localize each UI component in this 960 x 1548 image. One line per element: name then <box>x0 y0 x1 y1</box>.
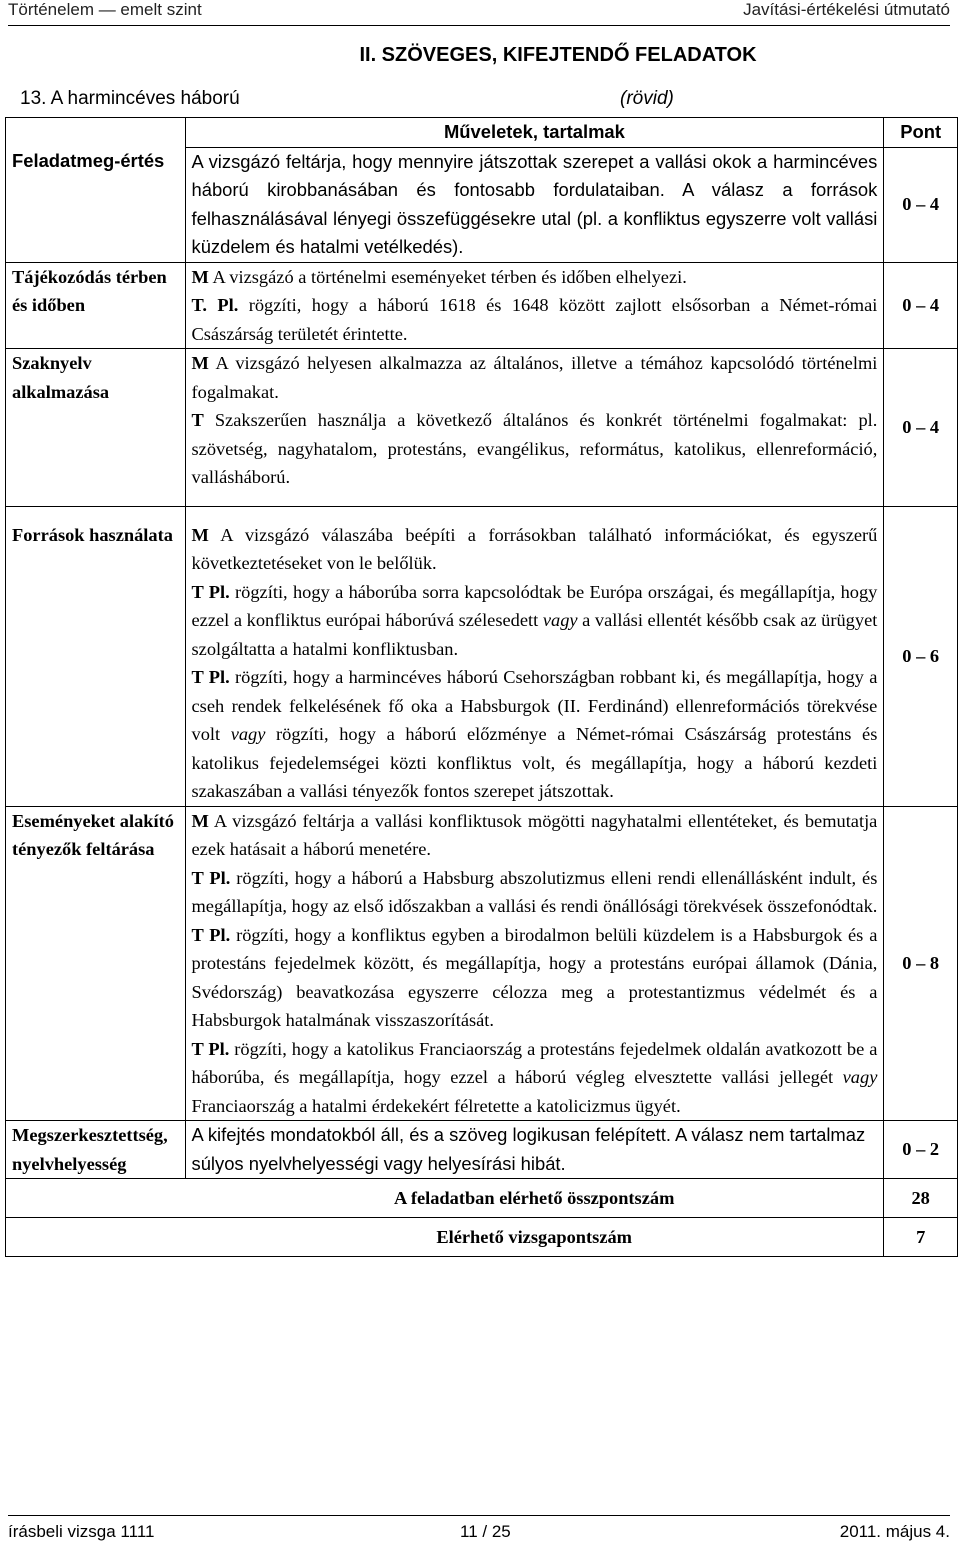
row-points: 0 – 4 <box>884 262 958 349</box>
table-row <box>6 506 958 806</box>
table-row <box>6 349 958 507</box>
total-row <box>6 1179 958 1218</box>
footer-exam-id: írásbeli vizsga 1111 <box>8 1522 155 1541</box>
page-header <box>8 0 950 24</box>
row-label: Szaknyelv alkalmazása <box>6 349 186 507</box>
column-header-points: Pont <box>884 118 958 148</box>
table-row <box>6 147 958 262</box>
section-title: II. SZÖVEGES, KIFEJTENDŐ FELADATOK <box>359 44 757 66</box>
table-row <box>6 1121 958 1179</box>
total-value: 28 <box>884 1179 958 1218</box>
row-points: 0 – 8 <box>884 806 958 1121</box>
row-content: M A vizsgázó válaszába beépíti a forrásokban található információkat, és egyszerű következtetéseket von le belőlük. T Pl. rögzíti, hogy a háborúba sorra kapcsolódtak be Európa országai, és megállapítja, hogy ezzel a konfliktus európai háborúvá szélesedett vagy a vallási ellentét később csak az ürügyet szolgáltatta a hatalmi konfliktusban. T Pl. rögzíti, hogy a harmincéves háború Csehországban robbant ki, és megállapítja, hogy a cseh rendek felkelésének fő oka a Habsburgok (II. Ferdinánd) ellenreformációs törekvése volt vagy rögzíti, hogy a háború előzménye a Német-római Császárság protestáns és katolikus fejedelemségei közti konfliktus volt, és megállapítja, hogy a háború kezdeti szakaszában a vallási tényezők fontos szerepet játszottak. <box>185 506 884 806</box>
row-points: 0 – 4 <box>884 349 958 507</box>
row-content: A kifejtés mondatokból áll, és a szöveg logikusan felépített. A válasz nem tartalmaz súlyos nyelvhelyességi vagy helyesírási hibát. <box>185 1121 884 1179</box>
total-label: A feladatban elérhető összpontszám <box>185 1179 884 1218</box>
row-points: 0 – 2 <box>884 1121 958 1179</box>
column-header-operations: Műveletek, tartalmak <box>185 118 884 148</box>
table-row <box>6 806 958 1121</box>
header-divider <box>8 25 950 26</box>
task-type: (rövid) <box>620 88 674 109</box>
row-content: M A vizsgázó a történelmi eseményeket térben és időben elhelyezi. T. Pl. rögzíti, hogy a háború 1618 és 1648 között zajlott elsősorban a Német-római Császárság területét érintette. <box>185 262 884 349</box>
row-content: M A vizsgázó helyesen alkalmazza az általános, illetve a témához kapcsolódó történelmi fogalmakat. T Szakszerűen használja a következő általános és konkrét történelmi fogalmakat: pl. szövetség, nagyhatalom, protestáns, evangélikus, református, katolikus, ellenreformáció, vallásháború. <box>185 349 884 507</box>
row-content: A vizsgázó feltárja, hogy mennyire játszottak szerepet a vallási okok a harmincéves háború kirobbanásában és fontosabb fordulataiban. A válasz a források felhasználásával lényegi összefüggésekre utal (pl. a konfliktus egyszerre volt vallási küzdelem és hatalmi vetélkedés). <box>185 147 884 262</box>
footer-date: 2011. május 4. <box>839 1522 950 1541</box>
row-points: 0 – 4 <box>884 147 958 262</box>
row-label: Megszerkesztettség, nyelvhelyesség <box>6 1121 186 1179</box>
row-label: Eseményeket alakító tényezők feltárása <box>6 806 186 1121</box>
row-label: Tájékozódás térben és időben <box>6 262 186 349</box>
table-header-row <box>6 118 958 148</box>
exam-value: 7 <box>884 1218 958 1257</box>
row-content: M A vizsgázó feltárja a vallási konfliktusok mögötti nagyhatalmi ellentéteket, és bemutatja ezek hatásait a háború menetére. T Pl. rögzíti, hogy a háború a Habsburg abszolutizmus elleni rendi ellenállásként indult, és megállapítja, hogy az első időszakban a vallási és rendi önállósági törekvések összefonódtak. T Pl. rögzíti, hogy a konfliktus egyben a birodalmon belüli küzdelem is a Habsburgok és a protestáns fejedelmek között, és megállapítja, hogy a protestáns európai államok (Dánia, Svédország) beavatkozása egyszerre célozza meg a protestantizmus védelmét és a Habsburgok hatalmának visszaszorítását. T Pl. rögzíti, hogy a katolikus Franciaország a protestáns fejedelmek oldalán avatkozott be a háborúba, és megállapítja, hogy ezzel a háború végleg elvesztette vallási jellegét vagy Franciaország a hatalmi érdekekért félretette a katolicizmus ügyét. <box>185 806 884 1121</box>
exam-row <box>6 1218 958 1257</box>
row-label: Feladatmeg-értés <box>6 147 186 262</box>
footer-divider <box>8 1515 950 1516</box>
scoring-table <box>5 117 958 1257</box>
task-title: 13. A harmincéves háború <box>20 88 240 109</box>
row-points: 0 – 6 <box>884 506 958 806</box>
header-doc-type: Javítási-értékelési útmutató <box>743 0 950 19</box>
page-number: 11 / 25 <box>460 1522 511 1541</box>
table-row <box>6 262 958 349</box>
row-label: Források használata <box>6 506 186 806</box>
header-subject: Történelem — emelt szint <box>8 0 202 19</box>
exam-label: Elérhető vizsgapontszám <box>185 1218 884 1257</box>
